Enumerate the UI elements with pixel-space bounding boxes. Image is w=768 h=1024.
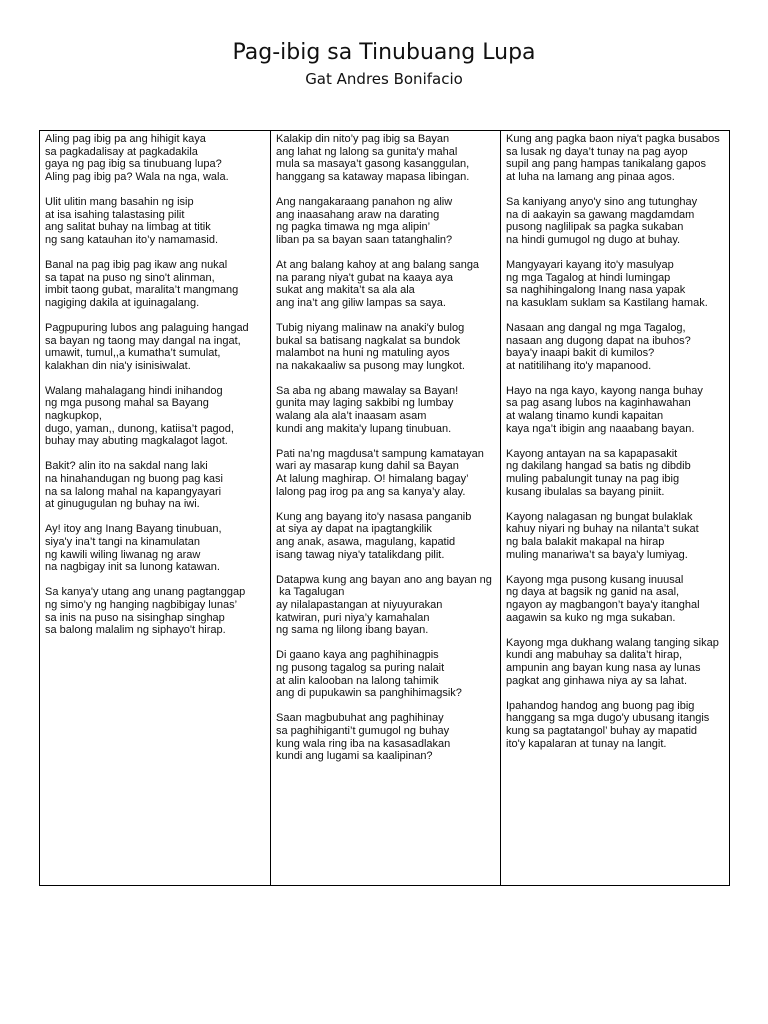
poem-line: katwiran, puri niya’y kamahalan	[276, 611, 430, 624]
poem-line: Walang mahalagang hindi inihandog	[45, 384, 223, 397]
poem-line: buhay may abuting magkalagot lagot.	[45, 435, 228, 448]
stanza	[506, 385, 725, 435]
stanza	[276, 712, 496, 762]
poem-line: ang lahat ng lalong sa gunita'y mahal	[276, 145, 458, 158]
poem-line: Kayong nalagasan ng bungat bulaklak	[506, 510, 693, 523]
poem-line: Banal na pag ibig pag ikaw ang nukal	[45, 258, 228, 271]
poem-line: Kung ang bayang ito'y nasasa panganib	[276, 510, 472, 523]
poem-line: ng pagka timawa ng mga alipin’	[276, 221, 431, 234]
poem-line: gaya ng pag ibig sa tinubuang lupa?	[45, 158, 222, 171]
poem-title: Pag-ibig sa Tinubuang Lupa	[232, 40, 536, 65]
poem-line: muling pabalungit tunay na pag ibig	[506, 473, 680, 486]
poem-line: ngayon ay magbangon’t baya'y itanghal	[506, 598, 700, 611]
poem-line: malambot na huni ng matuling ayos	[276, 347, 450, 360]
poem-author: Gat Andres Bonifacio	[305, 70, 463, 88]
poem-line: sa bayan ng taong may dangal na ingat,	[45, 334, 241, 347]
poem-table	[39, 130, 730, 886]
poem-line: ito'y kapalaran at tunay na langit.	[506, 737, 667, 750]
poem-line: At ang balang kahoy at ang balang sanga	[276, 258, 480, 271]
poem-line: Sa aba ng abang mawalay sa Bayan!	[276, 384, 459, 397]
stanza	[45, 259, 266, 309]
poem-line: sa lusak ng daya’t tunay na pag ayop	[506, 145, 688, 158]
poem-column-2	[270, 131, 500, 885]
poem-line: Pati na’ng magdusa’t sampung kamatayan	[276, 447, 484, 460]
poem-column-1	[40, 131, 270, 885]
poem-line: supil ang pang hampas tanikalang gapos	[506, 158, 706, 171]
poem-line: ka Tagalugan	[276, 586, 345, 599]
poem-line: Kalakip din nito’y pag ibig sa Bayan	[276, 133, 450, 145]
poem-line: na di aakayin sa gawang magdamdam	[506, 208, 695, 221]
poem-line: at natitilihang ito'y mapanood.	[506, 359, 652, 372]
poem-line: kalakhan din nia'y isinisiwalat.	[45, 359, 191, 372]
poem-line: ang inaasahang araw na darating	[276, 208, 440, 221]
poem-line: pagkat ang ginhawa niya ay sa lahat.	[506, 674, 688, 687]
stanza	[506, 511, 725, 561]
poem-line: at alin kalooban na lalong tahimik	[276, 674, 439, 687]
poem-line: na sa lalong mahal na kapangyayari	[45, 485, 222, 498]
poem-line: ng mga Tagalog at hindi lumingap	[506, 271, 671, 284]
poem-line: kung sa pagtatangol’ buhay ay mapatid	[506, 724, 698, 737]
poem-line: hanggang sa kataway mapasa libingan.	[276, 170, 470, 183]
poem-line: Kayong antayan na sa kapapasakit	[506, 447, 678, 460]
poem-line: Datapwa kung ang bayan ano ang bayan ng	[276, 573, 492, 586]
poem-line: mula sa masaya’t gasong kasanggulan,	[276, 158, 470, 171]
poem-line: Bakit? alin ito na sakdal nang laki	[45, 460, 208, 473]
poem-line: hanggang sa mga dugo'y ubusang itangis	[506, 712, 710, 725]
poem-line: ng kawili wiling liwanag ng araw	[45, 548, 201, 561]
poem-line: bukal sa batisang nagkalat sa bundok	[276, 334, 461, 347]
poem-line: ang anak, asawa, magulang, kapatid	[276, 536, 456, 548]
stanza	[276, 511, 496, 561]
poem-line: lalong pag irog pa ang sa kanya’y alay.	[276, 485, 466, 498]
poem-line: sukat ang makita’t sa ala ala	[276, 284, 415, 297]
stanza	[506, 448, 725, 498]
stanza	[45, 586, 266, 636]
poem-line: Nasaan ang dangal ng mga Tagalog,	[506, 321, 686, 334]
stanza	[45, 322, 266, 372]
poem-line: Sa kaniyang anyo'y sino ang tutunghay	[506, 195, 698, 208]
poem-line: liban pa sa bayan saan tatanghalin?	[276, 233, 453, 246]
stanza	[276, 259, 496, 309]
poem-line: sa inis na puso na sisinghap singhap	[45, 611, 225, 624]
poem-line: ay nilalapastangan at niyuyurakan	[276, 598, 443, 611]
poem-line: pusong naglilipak sa pagka sukaban	[506, 221, 684, 234]
poem-line: at siya ay dapat na ipagtangkilik	[276, 523, 432, 536]
poem-line: kundi ang lugami sa kaalipinan?	[276, 750, 433, 763]
stanza	[276, 574, 496, 637]
poem-line: na hinahandugan ng buong pag kasi	[45, 473, 223, 486]
poem-line: nagiging dakila at iguinagalang.	[45, 296, 200, 309]
poem-line: sa paghihiganti’t gumugol ng buhay	[276, 724, 450, 737]
poem-line: imbit taong gubat, maralita’t mangmang	[45, 284, 239, 297]
poem-line: Hayo na nga kayo, kayong nanga buhay	[506, 384, 703, 397]
poem-line: sa pagkadalisay at pagkadakila	[45, 145, 198, 158]
stanza	[506, 322, 725, 372]
poem-line: ang salitat buhay na limbag at titik	[45, 221, 211, 234]
poem-line: Aling pag ibig pa? Wala na nga, wala.	[45, 170, 229, 183]
stanza	[45, 523, 266, 573]
stanza	[276, 385, 496, 435]
poem-line: Aling pag ibig pa ang hihigit kaya	[45, 133, 206, 145]
poem-line: ng pusong tagalog sa puring nalait	[276, 661, 445, 674]
poem-line: umawit, tumul,,a kumatha’t sumulat,	[45, 347, 221, 360]
stanza	[506, 259, 725, 309]
poem-line: Ulit ulitin mang basahin ng isip	[45, 195, 194, 208]
stanza	[276, 196, 496, 246]
poem-line: Tubig niyang malinaw na anaki'y bulog	[276, 321, 465, 334]
poem-line: sa tapat na puso ng sino't alinman,	[45, 271, 215, 284]
poem-line: Di gaano kaya ang paghihinagpis	[276, 649, 439, 662]
poem-line: kusang ibulalas sa bayang piniit.	[506, 485, 665, 498]
poem-line: sa naghihingalong Inang nasa yapak	[506, 284, 686, 297]
poem-line: Kung ang pagka baon niya't pagka busabos	[506, 133, 720, 145]
stanza	[276, 649, 496, 699]
poem-line: aagawin sa kuko ng mga sukaban.	[506, 611, 676, 624]
poem-line: gunita may laging sakbibi ng lumbay	[276, 397, 454, 410]
stanza	[45, 385, 266, 448]
poem-line: nasaan ang dugong dapat na ibuhos?	[506, 334, 691, 347]
stanza	[276, 133, 496, 183]
poem-line: walang ala ala’t inaasam asam	[276, 410, 427, 423]
stanza	[506, 637, 725, 687]
poem-line: siya'y ina’t tangi na kinamulatan	[45, 536, 200, 548]
stanza	[506, 700, 725, 750]
poem-line: ng mga pusong mahal sa Bayang nagkupkop,	[45, 397, 212, 423]
poem-line: na kasuklam suklam sa Kastilang hamak.	[506, 296, 708, 309]
poem-line: sa balong malalim ng siphayo't hirap.	[45, 624, 226, 637]
stanza	[506, 133, 725, 183]
poem-line: kung wala ring iba na kasasadlakan	[276, 737, 451, 750]
poem-line: Ipahandog handog ang buong pag ibig	[506, 699, 695, 712]
poem-line: Sa kanya'y utang ang unang pagtanggap	[45, 586, 246, 599]
poem-line: ang di pupukawin sa panghihimagsik?	[276, 687, 462, 700]
stanza	[276, 448, 496, 498]
poem-line: na parang niya't gubat na kaaya aya	[276, 271, 454, 284]
stanza	[276, 322, 496, 372]
poem-line: ng sang katauhan ito’y namamasid.	[45, 233, 219, 246]
poem-line: at walang tinamo kundi kapaitan	[506, 410, 664, 423]
poem-line: Ang nangakaraang panahon ng aliw	[276, 195, 453, 208]
poem-line: na nagbigay init sa lunong katawan.	[45, 561, 220, 574]
poem-line: isang tawag niya'y tatalikdang pilit.	[276, 548, 445, 561]
poem-line: muling manariwa’t sa baya'y lumiyag.	[506, 548, 688, 561]
poem-line: ng simo’y ng hanging nagbibigay lunas’	[45, 598, 238, 611]
poem-line: kundi ang mabuhay sa dalita’t hirap,	[506, 649, 683, 662]
stanza	[506, 196, 725, 246]
poem-line: At lalung maghirap. O! himalang bagay’	[276, 473, 469, 486]
poem-line: kundi ang makita'y lupang tinubuan.	[276, 422, 452, 435]
stanza	[45, 460, 266, 510]
poem-line: na hindi gumugol ng dugo at buhay.	[506, 233, 681, 246]
poem-line: baya'y inaapi bakit di kumilos?	[506, 347, 655, 360]
poem-line: Ay! itoy ang Inang Bayang tinubuan,	[45, 523, 222, 536]
poem-line: dugo, yaman,, dunong, katiisa’t pagod,	[45, 422, 234, 435]
poem-line: kahuy niyari ng buhay na nilanta’t sukat	[506, 523, 699, 536]
poem-line: Pagpupuring lubos ang palaguing hangad	[45, 321, 249, 334]
stanza	[45, 133, 266, 183]
poem-line: Kayong mga pusong kusang inuusal	[506, 573, 684, 586]
poem-line: at ginugugulan ng buhay na iwi.	[45, 498, 200, 511]
poem-line: ang ina’t ang giliw lampas sa saya.	[276, 296, 446, 309]
poem-line: at isa isahing talastasing pilit	[45, 208, 185, 221]
poem-line: wari ay masarap kung dahil sa Bayan	[276, 460, 459, 473]
poem-line: ng daya at bagsik ng ganid na asal,	[506, 586, 680, 599]
stanza	[506, 574, 725, 624]
poem-line: Mangyayari kayang ito'y masulyap	[506, 258, 674, 271]
poem-line: ampunin ang bayan kung nasa ay lunas	[506, 661, 701, 674]
poem-column-3	[500, 131, 729, 885]
poem-line: Kayong mga dukhang walang tanging sikap	[506, 636, 719, 649]
poem-line: ng dakilang hangad sa batis ng dibdib	[506, 460, 691, 473]
poem-line: na nakakaaliw sa pusong may lungkot.	[276, 359, 465, 372]
stanza	[45, 196, 266, 246]
poem-line: sa pag asang lubos na kaginhawahan	[506, 397, 691, 410]
poem-line: at luha na lamang ang pinaa agos.	[506, 170, 675, 183]
poem-line: kaya nga’t ibigin ang naaabang bayan.	[506, 422, 695, 435]
poem-line: Saan magbubuhat ang paghihinay	[276, 712, 444, 725]
poem-line: ng sama ng lilong ibang bayan.	[276, 624, 429, 637]
poem-line: ng bala balakit makapal na hirap	[506, 536, 665, 548]
